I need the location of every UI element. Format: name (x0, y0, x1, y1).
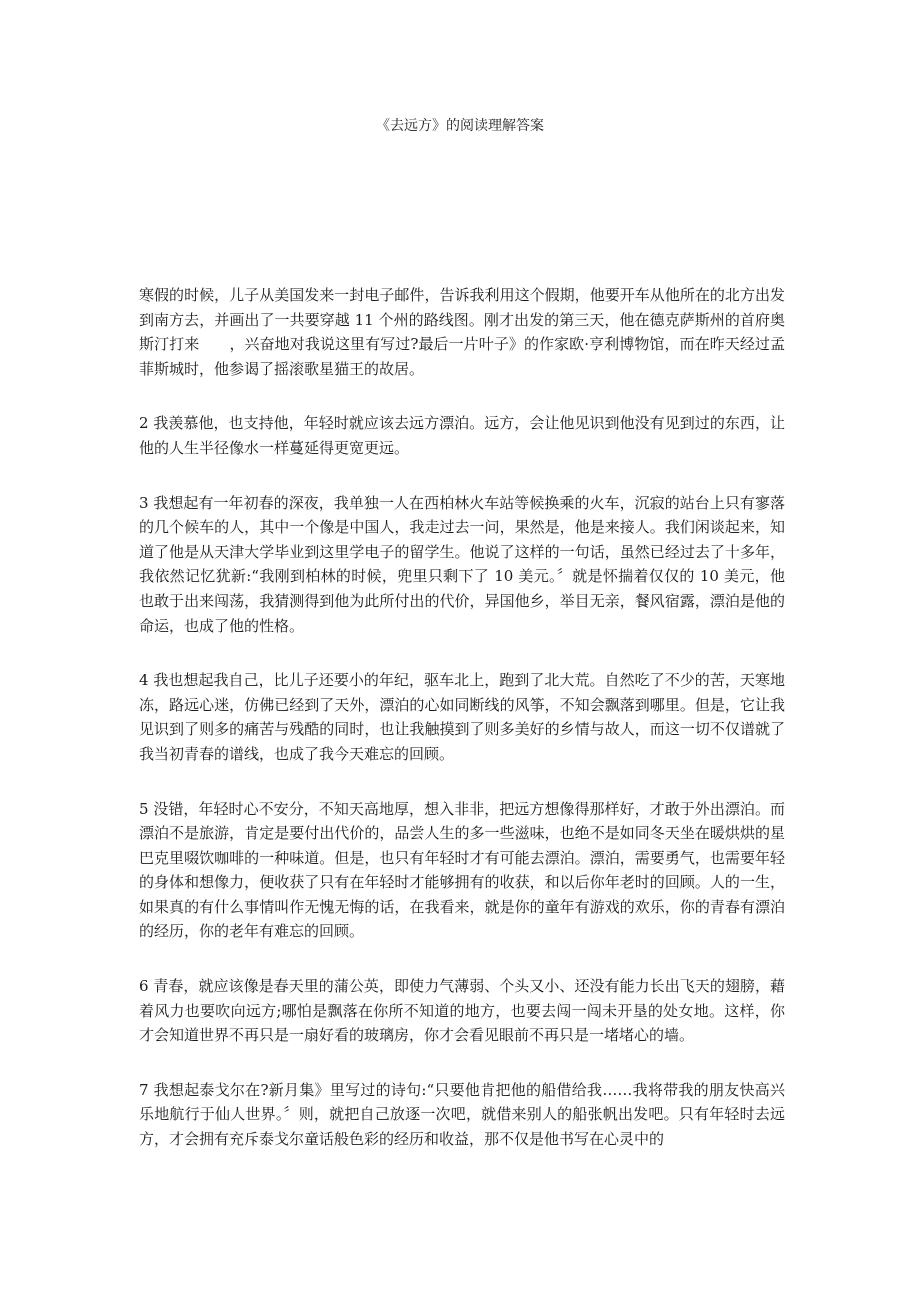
paragraph-2: 2 我羡慕他，也支持他，年轻时就应该去远方漂泊。远方，会让他见识到他没有见到过的东西，让他的人生半径像水一样蔓延得更宽更远。 (139, 414, 785, 457)
paragraph-4: 4 我也想起我自己，比儿子还要小的年纪，驱车北上，跑到了北大荒。自然吃了不少的苦，天寒地冻，路远心迷，仿佛已经到了天外，漂泊的心如同断线的风筝，不知会飘落到哪里。但是，它让我见识到了则多的痛苦与残酷的同时，也让我触摸到了则多美好的乡情与故人，而这一切不仅谱就了我当初青春的谱线，也成了我今天难忘的回顾。 (139, 671, 785, 763)
paragraph-7: 7 我想起泰戈尔在?新月集》里写过的诗句:“只要他肯把他的船借给我……我将带我的朋友快高兴乐地航行于仙人世界。〞则，就把自己放逐一次吧，就借来别人的船张帆出发吧。只有年轻时去远方，才会拥有充斥泰戈尔童话般色彩的经历和收益，那不仅是他书写在心灵中的 (139, 1080, 785, 1149)
paragraph-1: 寒假的时候，儿子从美国发来一封电子邮件，告诉我利用这个假期，他要开车从他所在的北方出发到南方去，并画出了一共要穿越 11 个州的路线图。刚才出发的第三天，他在德克萨斯州的首府奥斯汀打来 ，兴奋地对我说这里有写过?最后一片叶子》的作家欧·亨利博物馆，而在昨天经过孟菲斯城时，他参谒了摇滚歌星猫王的故居。 (139, 286, 785, 378)
document-body (139, 283, 785, 1182)
paragraph-5: 5 没错，年轻时心不安分，不知天高地厚，想入非非，把远方想像得那样好，才敢于外出漂泊。而漂泊不是旅游，肯定是要付出代价的，品尝人生的多一些滋味，也绝不是如同冬天坐在暖烘烘的星巴克里啜饮咖啡的一种味道。但是，也只有年轻时才有可能去漂泊。漂泊，需要勇气，也需要年轻的身体和想像力，便收获了只有在年轻时才能够拥有的收获，和以后你年老时的回顾。人的一生，如果真的有什么事情叫作无愧无悔的话，在我看来，就是你的童年有游戏的欢乐，你的青春有漂泊的经历，你的老年有难忘的回顾。 (139, 799, 785, 941)
paragraph-3: 3 我想起有一年初春的深夜，我单独一人在西柏林火车站等候换乘的火车，沉寂的站台上只有寥落的几个候车的人，其中一个像是中国人，我走过去一问，果然是，他是来接人。我们闲谈起来，知道了他是从天津大学毕业到这里学电子的留学生。他说了这样的一句话，虽然已经过去了十多年，我依然记忆犹新:“我刚到柏林的时候，兜里只剩下了 10 美元。〞就是怀揣着仅仅的 10 美元，他也敢于出来闯荡，我猜测得到他为此所付出的代价，异国他乡，举目无亲，餐风宿露，漂泊是他的命运，也成了他的性格。 (139, 493, 785, 635)
document-title: 《去远方》的阅读理解答案 (376, 118, 544, 134)
paragraph-6: 6 青春，就应该像是春天里的蒲公英，即使力气薄弱、个头又小、还没有能力长出飞天的翅膀，藉着风力也要吹向远方;哪怕是飘落在你所不知道的地方，也要去闯一闯未开垦的处女地。这样，你才会知道世界不再只是一扇好看的玻璃房，你才会看见眼前不再只是一堵堵心的墙。 (139, 977, 785, 1045)
